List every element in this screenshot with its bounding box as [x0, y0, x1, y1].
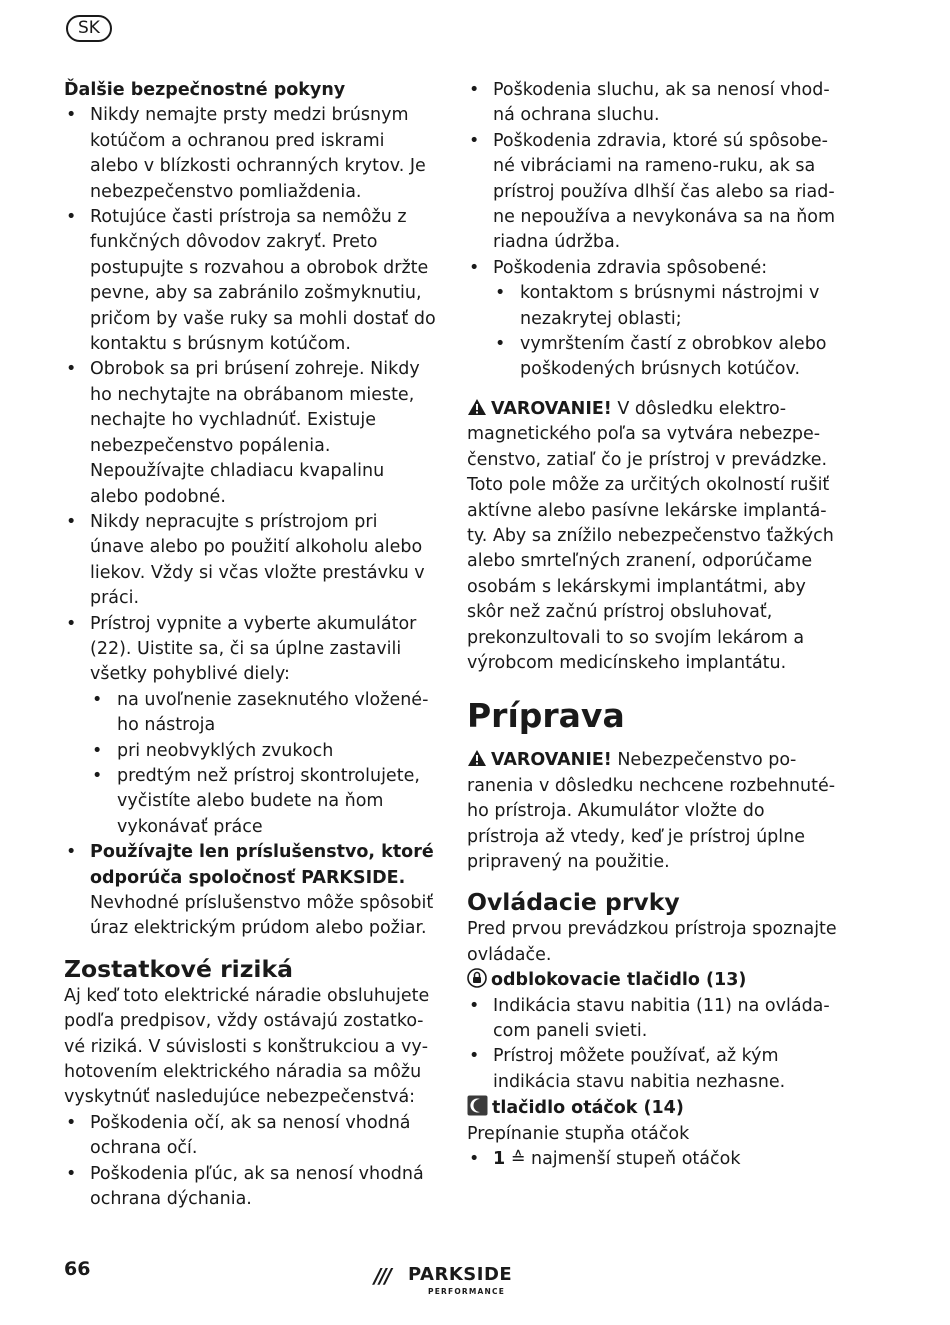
warning-label: VAROVANIE!	[491, 398, 612, 419]
risks-paragraph: Aj keď toto elektrické náradie obsluhujete podľa predpisov, vždy ostávajú zostatkové riziká. V súvislosti s konštrukciou a vyhotovením elektrického náradia sa môžu vyskytnúť nasledujúce nebezpečenstvá:	[64, 985, 430, 1108]
unlock-button-heading	[467, 968, 837, 993]
logo-slashes: ///	[374, 1264, 390, 1288]
section-title: Príprava	[467, 696, 625, 736]
list-item: • Nikdy nemajte prsty medzi brúsnym kotúčom a ochranou pred iskrami alebo v blízkosti ochranných krytov. Je nebezpečenstvo pomliaždenia.	[64, 103, 436, 205]
list-item: • Poškodenia sluchu, ak sa nenosí vhodná ochrana sluchu.	[467, 78, 837, 129]
list-item: • Poškodenia zdravia, ktoré sú spôsobené vibráciami na rameno-ruku, ak sa prístroj používa dlhší čas alebo sa riadne nepoužíva a nevykonáva sa na ňom riadna údržba.	[467, 129, 837, 256]
list-item: • Rotujúce časti prístroja sa nemôžu z funkčných dôvodov zakryť. Preto postupujte s rozvahou a obrobok držte pevne, aby sa zabránilo zošmyknutiu, pričom by vaše ruky sa mohli dostať do kontaktu s brúsnym kotúčom.	[64, 205, 436, 357]
sub-list-item: • kontaktom s brúsnymi nástrojmi v nezakrytej oblasti;	[493, 281, 837, 332]
sub-list-item: • predtým než prístroj skontrolujete, vyčistíte alebo budete na ňom vykonávať práce	[90, 764, 436, 840]
unlock-button-label: odblokovacie tlačidlo (13)	[491, 970, 747, 991]
unlock-list	[467, 994, 837, 1096]
list-item: • Indikácia stavu nabitia (11) na ovládacom paneli svieti.	[467, 994, 837, 1045]
emf-warning	[467, 397, 837, 676]
logo-name: PARKSIDE	[408, 1264, 513, 1285]
warning-triangle-icon	[467, 749, 487, 767]
risks-heading: Zostatkové riziká	[64, 954, 293, 983]
list-item: • Poškodenia očí, ak sa nenosí vhodná ochrana očí.	[64, 1111, 436, 1162]
list-item	[467, 256, 837, 383]
speed-button-icon	[467, 1095, 488, 1116]
language-badge: SK	[66, 15, 112, 42]
page-number: 66	[64, 1258, 91, 1280]
warning-text: V dôsledku elektromagnetického poľa sa vytvára nebezpečenstvo, zatiaľ čo je prístroj v prevádzke. Toto pole môže za určitých okolností rušiť aktívne alebo pasívne lekárske implantáty. Aby sa znížilo nebezpečenstvo ťažkých alebo smrteľných zranení, odporúčame osobám s lekárskymi implantátmi, aby skôr než začnú prístroj obsluhovať, prekonzultovali to so svojím lekárom a výrobcom medicínskeho implantátu.	[467, 398, 834, 673]
list-item	[467, 1147, 837, 1172]
list-item-accessory	[64, 840, 436, 942]
speed-button-heading	[467, 1095, 837, 1121]
startup-warning	[467, 748, 837, 875]
warning-text: Nebezpečenstvo poranenia v dôsledku nechcene rozbehnutého prístroja. Akumulátor vložte do prístroja až vtedy, keď je prístroj úplne pripravený na použitie.	[467, 750, 836, 872]
list-item: • Prístroj môžete používať, až kým indikácia stavu nabitia nezhasne.	[467, 1044, 837, 1095]
corresponds-symbol: ≙	[505, 1149, 531, 1170]
list-item: • Nikdy nepracujte s prístrojom pri únave alebo po použití alkoholu alebo liekov. Vždy si včas vložte prestávku v práci.	[64, 510, 436, 612]
sub-list	[493, 281, 837, 383]
list-item: • Poškodenia pľúc, ak sa nenosí vhodná ochrana dýchania.	[64, 1162, 436, 1213]
parkside-logo	[374, 1262, 534, 1302]
accessory-bold-text: Používajte len príslušenstvo, ktoré odporúča spoločnosť PARKSIDE.	[90, 842, 434, 888]
sub-list-item: • pri neobvyklých zvukoch	[90, 739, 436, 764]
left-column	[64, 78, 436, 1212]
risks-list-continued	[467, 78, 837, 383]
speed-button-label: tlačidlo otáčok (14)	[492, 1098, 684, 1119]
lock-icon	[467, 968, 487, 988]
list-item: • Obrobok sa pri brúsení zohreje. Nikdy ho nechytajte na obrábanom mieste, nechajte ho vychladnúť. Existuje nebezpečenstvo popálenia. Nepoužívajte chladiacu kvapalinu alebo podobné.	[64, 357, 436, 509]
controls-intro: Pred prvou prevádzkou prístroja spoznajte ovládače.	[467, 919, 837, 965]
list-item-text: Prístroj vypnite a vyberte akumulátor (22). Uistite sa, či sa úplne zastavili všetky pohyblivé diely:	[90, 613, 417, 685]
list-item-text: Poškodenia zdravia spôsobené:	[493, 257, 768, 278]
safety-heading: Ďalšie bezpečnostné pokyny	[64, 80, 346, 100]
accessory-text: Nevhodné príslušenstvo môže spôsobiť úraz elektrickým prúdom alebo požiar.	[90, 893, 434, 939]
warning-triangle-icon	[467, 398, 487, 416]
logo-subtitle: PERFORMANCE	[428, 1287, 506, 1296]
speed-list	[467, 1147, 837, 1172]
warning-label: VAROVANIE!	[491, 750, 612, 771]
right-column	[467, 78, 837, 1172]
speed-level-text: najmenší stupeň otáčok	[530, 1149, 741, 1170]
sub-list	[90, 688, 436, 840]
speed-level-number: 1	[493, 1149, 506, 1170]
risks-list	[64, 1111, 436, 1213]
sub-list-item: • vymrštením častí z obrobkov alebo poškodených brúsnych kotúčov.	[493, 332, 837, 383]
sub-list-item: • na uvoľnenie zaseknutého vloženého nástroja	[90, 688, 436, 739]
speed-intro: Prepínanie stupňa otáčok	[467, 1123, 690, 1144]
safety-list	[64, 103, 436, 941]
list-item	[64, 612, 436, 841]
controls-heading: Ovládacie prvky	[467, 888, 680, 917]
